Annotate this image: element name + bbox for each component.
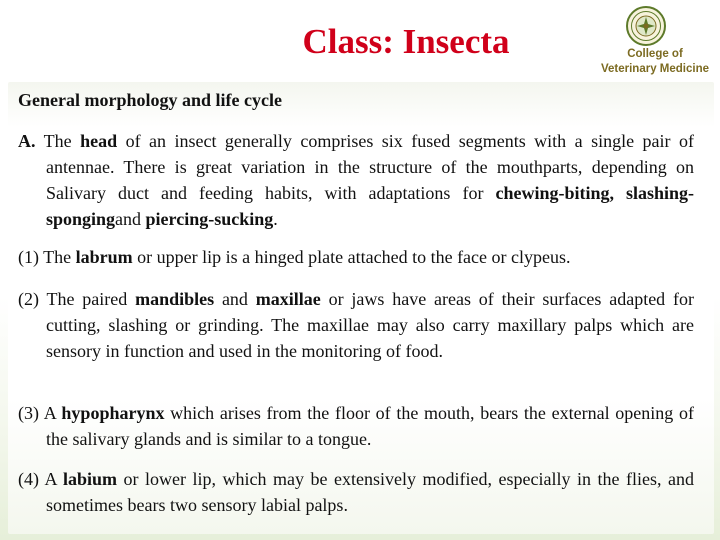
text-run: or jaws have areas of their surfaces adapted for cutting, slashing or grinding. The maxillae may also carry maxillary palps which are sensory in function and used in the monitoring of food. bbox=[46, 289, 694, 361]
paragraph-hypopharynx bbox=[18, 400, 694, 452]
paragraph-mandibles bbox=[18, 286, 694, 364]
paragraph-labium bbox=[18, 466, 694, 518]
term-maxillae: maxillae bbox=[255, 289, 321, 309]
text-run: and bbox=[115, 209, 146, 229]
text-run: which arises from the floor of the mouth, bears the external opening of the salivary glands and is similar to a tongue. bbox=[46, 403, 694, 449]
text-run: of an insect generally comprises six fused segments with a single pair of antennae. There is great variation in the structure of the mouthparts, depending on Salivary duct and feeding habits, with adaptations for bbox=[46, 131, 694, 203]
college-logo bbox=[596, 4, 714, 80]
term-mandibles: mandibles bbox=[135, 289, 215, 309]
college-seal-icon bbox=[626, 6, 666, 46]
logo-text-line-2: Veterinary Medicine bbox=[600, 63, 710, 75]
text-run: (2) The paired bbox=[18, 289, 136, 309]
slide-title: Class: Insecta bbox=[302, 22, 510, 61]
text-run: . bbox=[273, 209, 278, 229]
paragraph-label: A. bbox=[18, 131, 36, 151]
text-run: and bbox=[214, 289, 256, 309]
text-run: The bbox=[35, 131, 81, 151]
text-run: or upper lip is a hinged plate attached to the face or clypeus. bbox=[132, 247, 571, 267]
paragraph-head bbox=[18, 128, 694, 232]
term-chewing-slashing: chewing-biting, slashing-sponging bbox=[46, 183, 694, 229]
text-run: (1) The bbox=[18, 247, 76, 267]
term-labrum: labrum bbox=[75, 247, 133, 267]
text-run: (4) A bbox=[18, 469, 64, 489]
term-hypopharynx: hypopharynx bbox=[61, 403, 165, 423]
logo-text-line-1: College of bbox=[627, 48, 683, 60]
text-run: or lower lip, which may be extensively modified, especially in the flies, and sometimes bears two sensory labial palps. bbox=[46, 469, 694, 515]
section-heading: General morphology and life cycle bbox=[18, 90, 282, 110]
term-labium: labium bbox=[63, 469, 118, 489]
term-piercing-sucking: piercing-sucking bbox=[145, 209, 274, 229]
term-head: head bbox=[80, 131, 118, 151]
paragraph-labrum bbox=[18, 244, 694, 270]
text-run: (3) A bbox=[18, 403, 62, 423]
